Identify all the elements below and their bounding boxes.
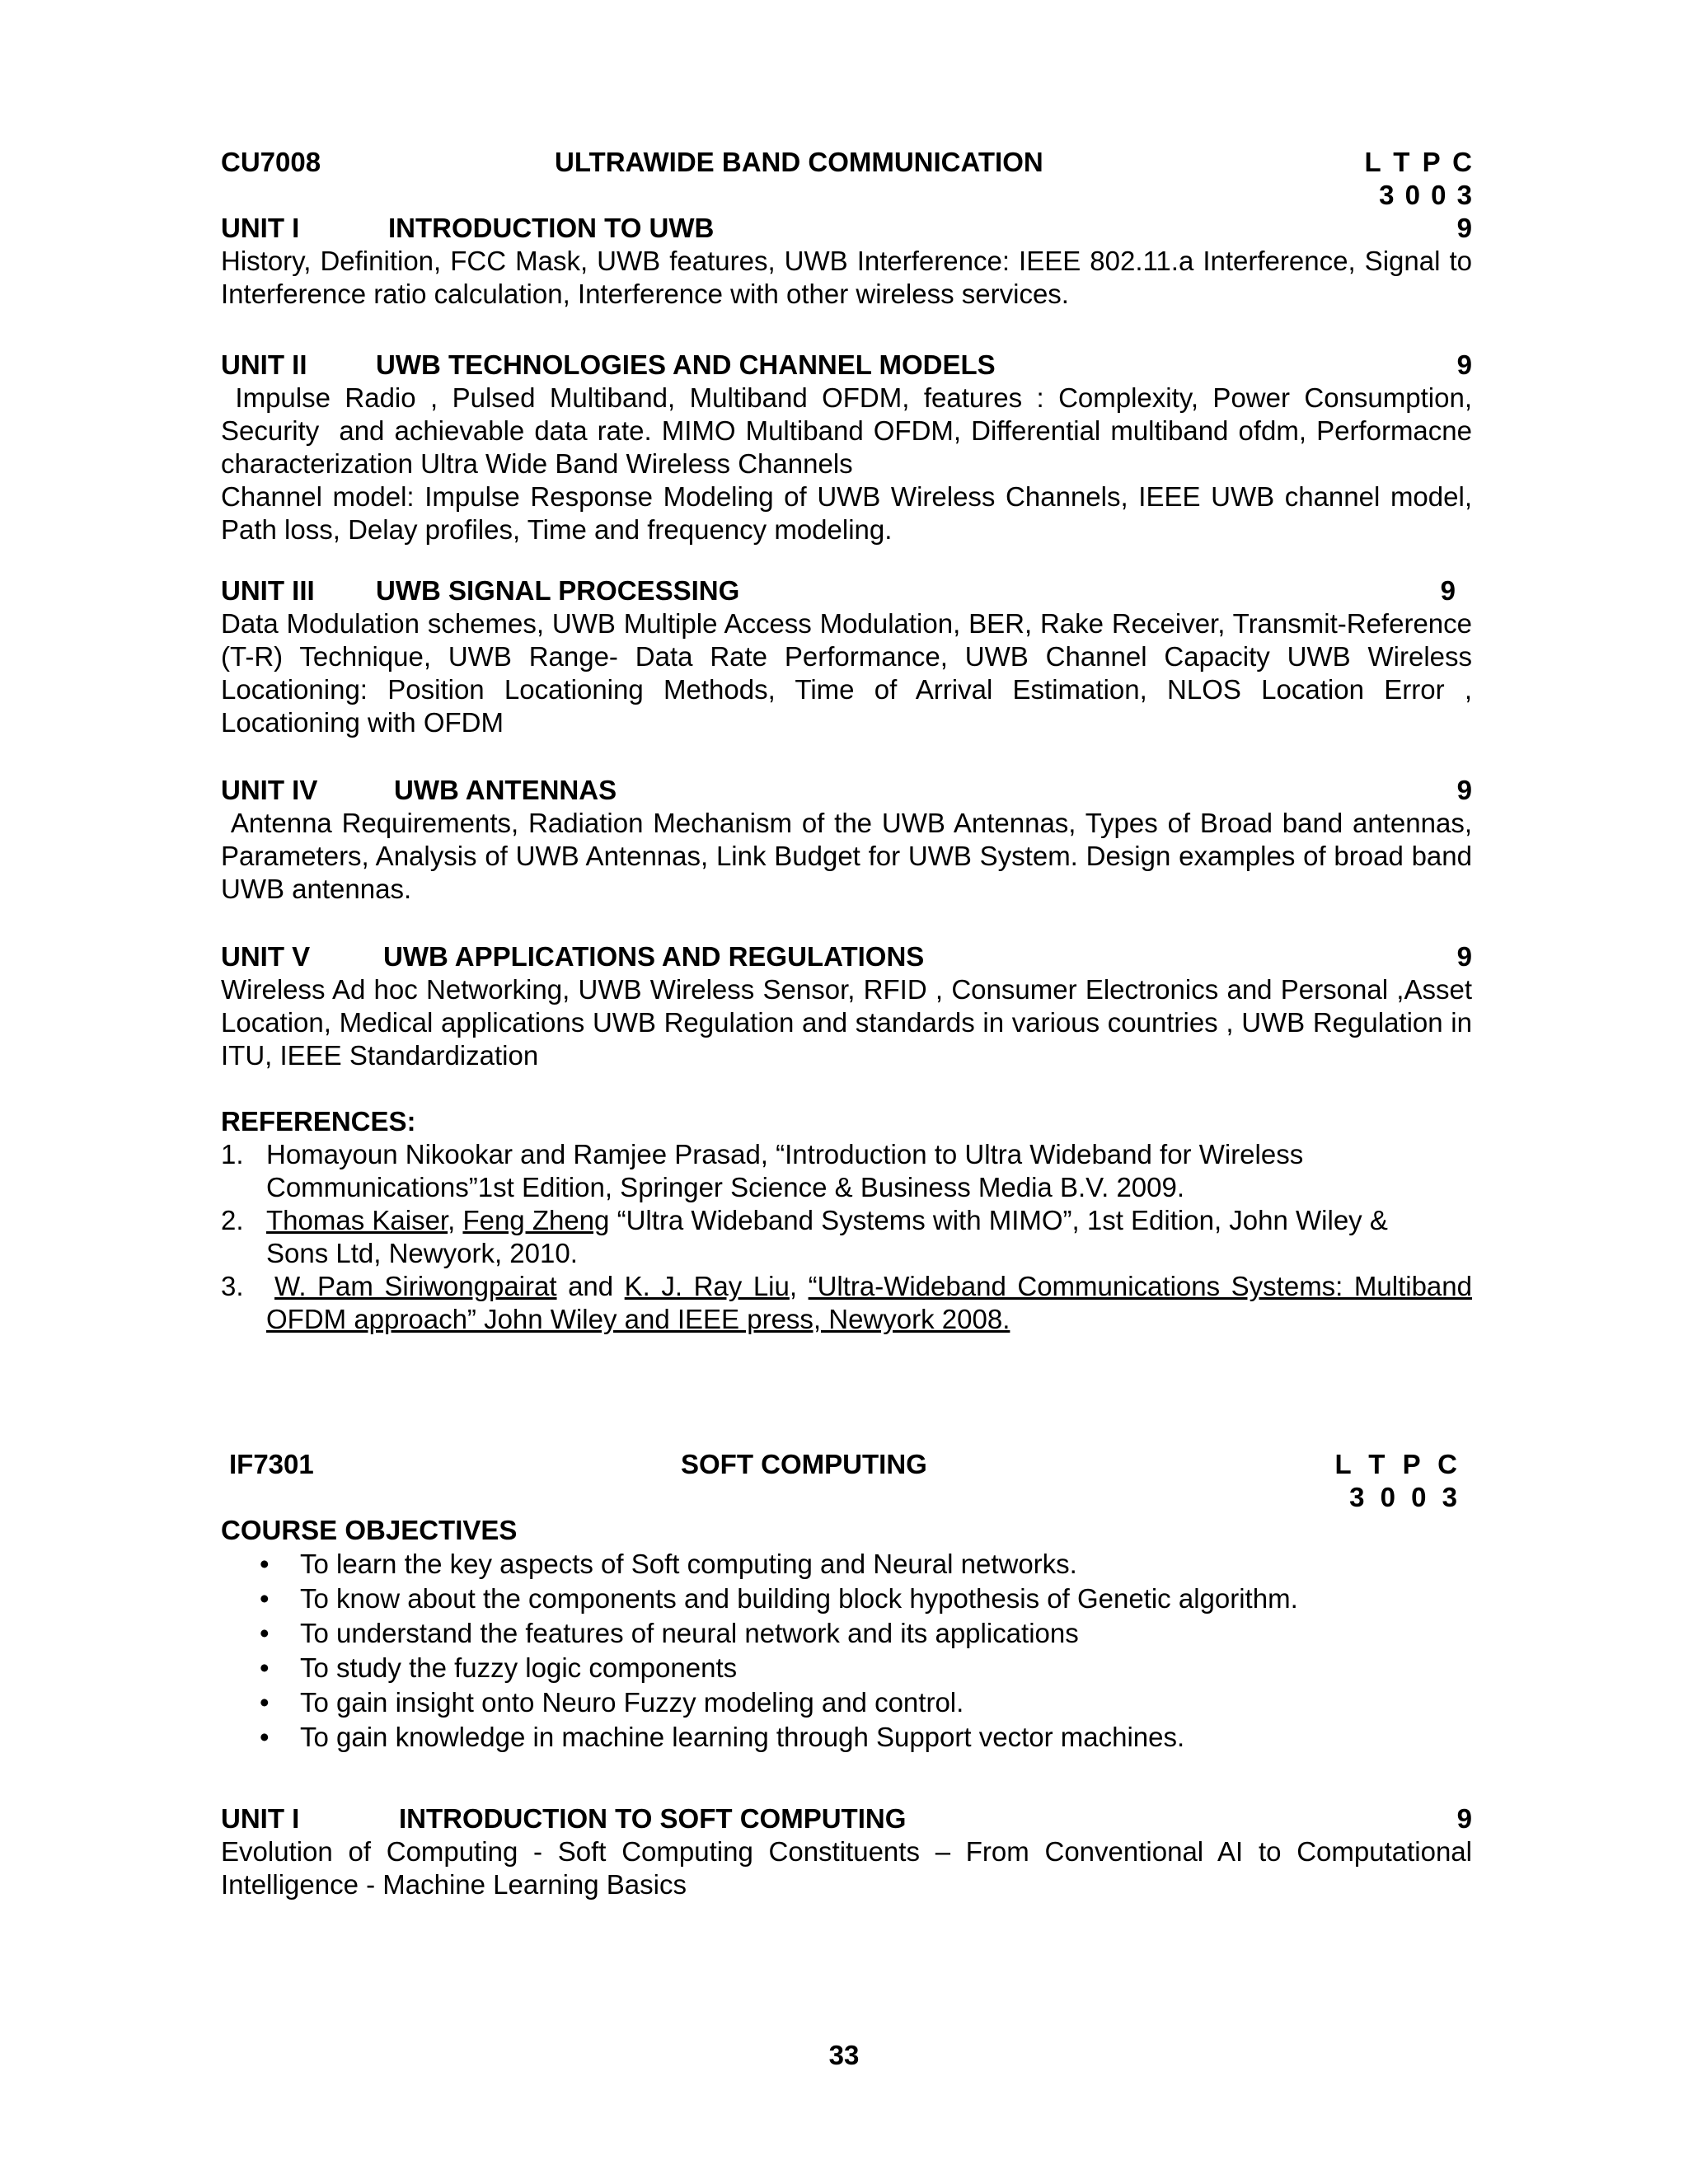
unit-label: UNIT I [221,213,300,243]
unit-heading-3 [221,574,1472,607]
course-header-cu7008 [221,146,1472,179]
reference-number: 3. [221,1271,244,1301]
unit-hours: 9 [1456,941,1472,972]
unit-heading-2 [221,349,1472,382]
unit-hours: 9 [1456,349,1472,380]
reference-separator: and [556,1271,625,1301]
objectives-heading: COURSE OBJECTIVES [221,1515,518,1545]
unit-body-2-channel: Channel model: Impulse Response Modeling of UWB Wireless Channels, IEEE UWB channel model, Path loss, Delay profiles, Time and frequency modeling. [221,481,1472,545]
unit-hours: 9 [1456,775,1472,805]
objective-text: To gain insight onto Neuro Fuzzy modeling and control. [300,1687,964,1718]
reference-item [221,1138,1472,1204]
ltpc-header: L T P C [1334,1449,1457,1479]
objective-item [221,1685,1472,1720]
unit-label: UNIT IV [221,775,318,805]
unit-body-5: Wireless Ad hoc Networking, UWB Wireless Sensor, RFID , Consumer Electronics and Personal ,Asset Location, Medical applications UWB Regulation and standards in various countries , UWB Regulation in ITU, IEEE Standardization [221,974,1472,1071]
unit-heading-soft-1 [221,1802,1472,1835]
unit-label: UNIT II [221,349,307,380]
objective-item [221,1651,1472,1685]
unit-body-1: History, Definition, FCC Mask, UWB features, UWB Interference: IEEE 802.11.a Interference, Signal to Interference ratio calculation, Interference with other wireless services. [221,246,1472,309]
references-heading: REFERENCES: [221,1106,416,1137]
objective-text: To learn the key aspects of Soft computing and Neural networks. [300,1549,1077,1579]
objective-text: To study the fuzzy logic components [300,1652,738,1683]
course-title: ULTRAWIDE BAND COMMUNICATION [555,147,1043,177]
unit-heading-5 [221,940,1472,973]
bullet-icon: • [260,1687,270,1718]
reference-separator: , [448,1205,463,1235]
ltpc-header: L T P C [1364,147,1472,177]
objective-item [221,1616,1472,1651]
unit-label: UNIT I [221,1803,300,1834]
reference-author-link[interactable]: K. J. Ray Liu [624,1271,790,1301]
unit-label: UNIT V [221,941,311,972]
unit-hours: 9 [1440,575,1456,606]
reference-number: 1. [221,1139,244,1169]
reference-separator: , [789,1271,809,1301]
reference-item [221,1204,1472,1270]
unit-title: UWB SIGNAL PROCESSING [376,575,740,606]
unit-body-4: Antenna Requirements, Radiation Mechanism of the UWB Antennas, Types of Broad band antennas, Parameters, Analysis of UWB Antennas, Link Budget for UWB System. Design examples of broad band UWB antennas. [221,808,1480,904]
objectives-list [221,1547,1472,1755]
unit-title: INTRODUCTION TO SOFT COMPUTING [399,1803,907,1834]
unit-title: UWB APPLICATIONS AND REGULATIONS [383,941,925,972]
objective-item [221,1582,1472,1616]
unit-body-soft-1: Evolution of Computing - Soft Computing Constituents – From Conventional AI to Computational Intelligence - Machine Learning Basics [221,1836,1472,1900]
reference-text: Homayoun Nikookar and Ramjee Prasad, “Introduction to Ultra Wideband for Wireless Communications”1st Edition, Springer Science & Business Media B.V. 2009. [266,1139,1304,1202]
objective-text: To gain knowledge in machine learning through Support vector machines. [300,1722,1185,1752]
bullet-icon: • [260,1583,270,1614]
bullet-icon: • [260,1722,270,1752]
objective-item [221,1547,1472,1582]
unit-heading-1 [221,212,1472,245]
objective-item [221,1720,1472,1755]
objective-text: To know about the components and building block hypothesis of Genetic algorithm. [300,1583,1298,1614]
ltpc-values-row [221,1481,1472,1514]
unit-hours: 9 [1456,213,1472,243]
reference-author-link[interactable]: Feng Zheng [462,1205,610,1235]
unit-body-3: Data Modulation schemes, UWB Multiple Access Modulation, BER, Rake Receiver, Transmit-Reference (T-R) Technique, UWB Range- Data Rate Performance, UWB Channel Capacity UWB Wireless Locationing: Position Locationing Methods, Time of Arrival Estimation, NLOS Location Error , Locationing with OFDM [221,608,1472,738]
unit-heading-4 [221,774,1472,807]
reference-author-link[interactable]: W. Pam Siriwongpairat [274,1271,557,1301]
course-code: CU7008 [221,147,321,177]
objective-text: To understand the features of neural network and its applications [300,1618,1079,1648]
bullet-icon: • [260,1652,270,1683]
reference-text: “Ultra Wideband Systems with MIMO”, 1st Edition, John Wiley & Sons Ltd, Newyork, 2010. [266,1205,1388,1268]
unit-title: UWB TECHNOLOGIES AND CHANNEL MODELS [376,349,996,380]
unit-hours: 9 [1456,1803,1472,1834]
page-number: 33 [828,2040,860,2070]
course-header-if7301 [221,1448,1472,1481]
unit-body-2: Impulse Radio , Pulsed Multiband, Multiband OFDM, features : Complexity, Power Consumption, Security and achievable data rate. MIMO Multiband OFDM, Differential multiband ofdm, Performacne characterization Ultra Wide Band Wireless Channels [221,382,1480,479]
bullet-icon: • [260,1618,270,1648]
reference-author-link[interactable]: Thomas Kaiser [266,1205,448,1235]
ltpc-values: 3 0 0 3 [1349,1482,1457,1512]
ltpc-values: 3 0 0 3 [1379,180,1472,210]
unit-title: UWB ANTENNAS [394,775,617,805]
reference-item [221,1270,1472,1336]
course-title: SOFT COMPUTING [681,1449,927,1479]
reference-number: 2. [221,1205,244,1235]
reference-title-link[interactable]: “Ultra-Wideband Communications Systems: Multiband OFDM approach” John Wiley and IEEE press, Newyork 2008. [266,1271,1472,1334]
bullet-icon: • [260,1549,270,1579]
ltpc-values-row [221,179,1472,212]
unit-title: INTRODUCTION TO UWB [388,213,715,243]
references-list [221,1138,1472,1336]
unit-label: UNIT III [221,575,315,606]
course-code: IF7301 [229,1449,314,1479]
